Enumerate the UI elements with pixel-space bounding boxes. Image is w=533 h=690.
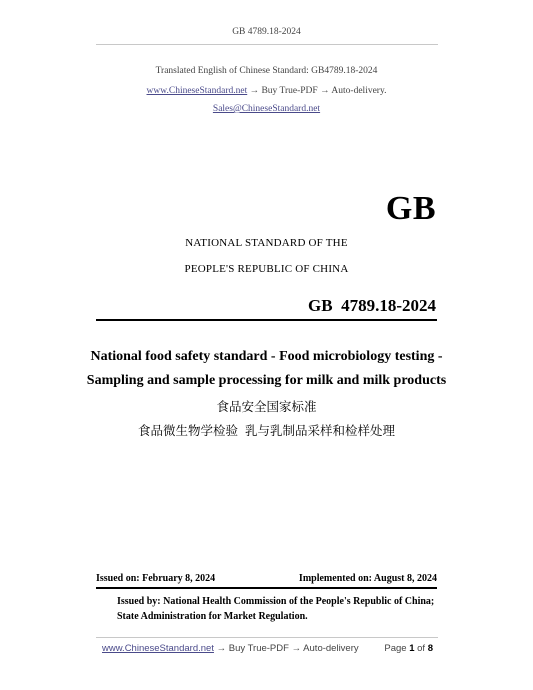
header-doc-id: GB 4789.18-2024: [232, 27, 301, 37]
title-cn-line1: 食品安全国家标准: [216, 400, 317, 414]
dates-rule: [96, 587, 437, 589]
footer-site-link[interactable]: www.ChineseStandard.net: [102, 643, 214, 654]
sales-email-link[interactable]: Sales@ChineseStandard.net: [212, 104, 321, 114]
footer-buy-line: [102, 643, 359, 654]
footer-buy-text: → Buy True-PDF → Auto-delivery: [213, 643, 359, 654]
national-standard-line1: NATIONAL STANDARD OF THE: [185, 237, 348, 249]
header-divider: [96, 44, 438, 45]
site-link[interactable]: www.ChineseStandard.net: [146, 86, 248, 96]
title-cn-line2: 食品微生物学检验 乳与乳制品采样和检样处理: [138, 424, 395, 438]
footer-divider: [96, 637, 438, 638]
implemented-date: Implemented on: August 8, 2024: [298, 573, 437, 584]
issuer-line1: Issued by: National Health Commission of the People's Republic of China;: [117, 596, 435, 607]
title-en-line2: Sampling and sample processing for milk and milk products: [86, 373, 447, 388]
national-standard-line2: PEOPLE'S REPUBLIC OF CHINA: [184, 263, 349, 275]
sales-email-line: [0, 104, 533, 114]
title-rule: [96, 319, 437, 321]
page-total: 8: [427, 643, 433, 654]
issued-date: Issued on: February 8, 2024: [96, 573, 216, 584]
page-indicator: [384, 643, 433, 654]
gb-logo: GB: [385, 190, 436, 227]
translation-note: Translated English of Chinese Standard: GB4789.18-2024: [155, 66, 378, 76]
page-of: of: [417, 643, 426, 654]
page-word: Page: [384, 643, 407, 654]
buy-text: → Buy True-PDF → Auto-delivery.: [247, 86, 387, 96]
standard-number: GB 4789.18-2024: [308, 296, 436, 315]
issuer-line2: State Administration for Market Regulation.: [117, 611, 308, 622]
translation-buy-line: [0, 86, 533, 96]
title-en-line1: National food safety standard - Food microbiology testing -: [90, 349, 443, 364]
page-current: 1: [409, 643, 415, 654]
